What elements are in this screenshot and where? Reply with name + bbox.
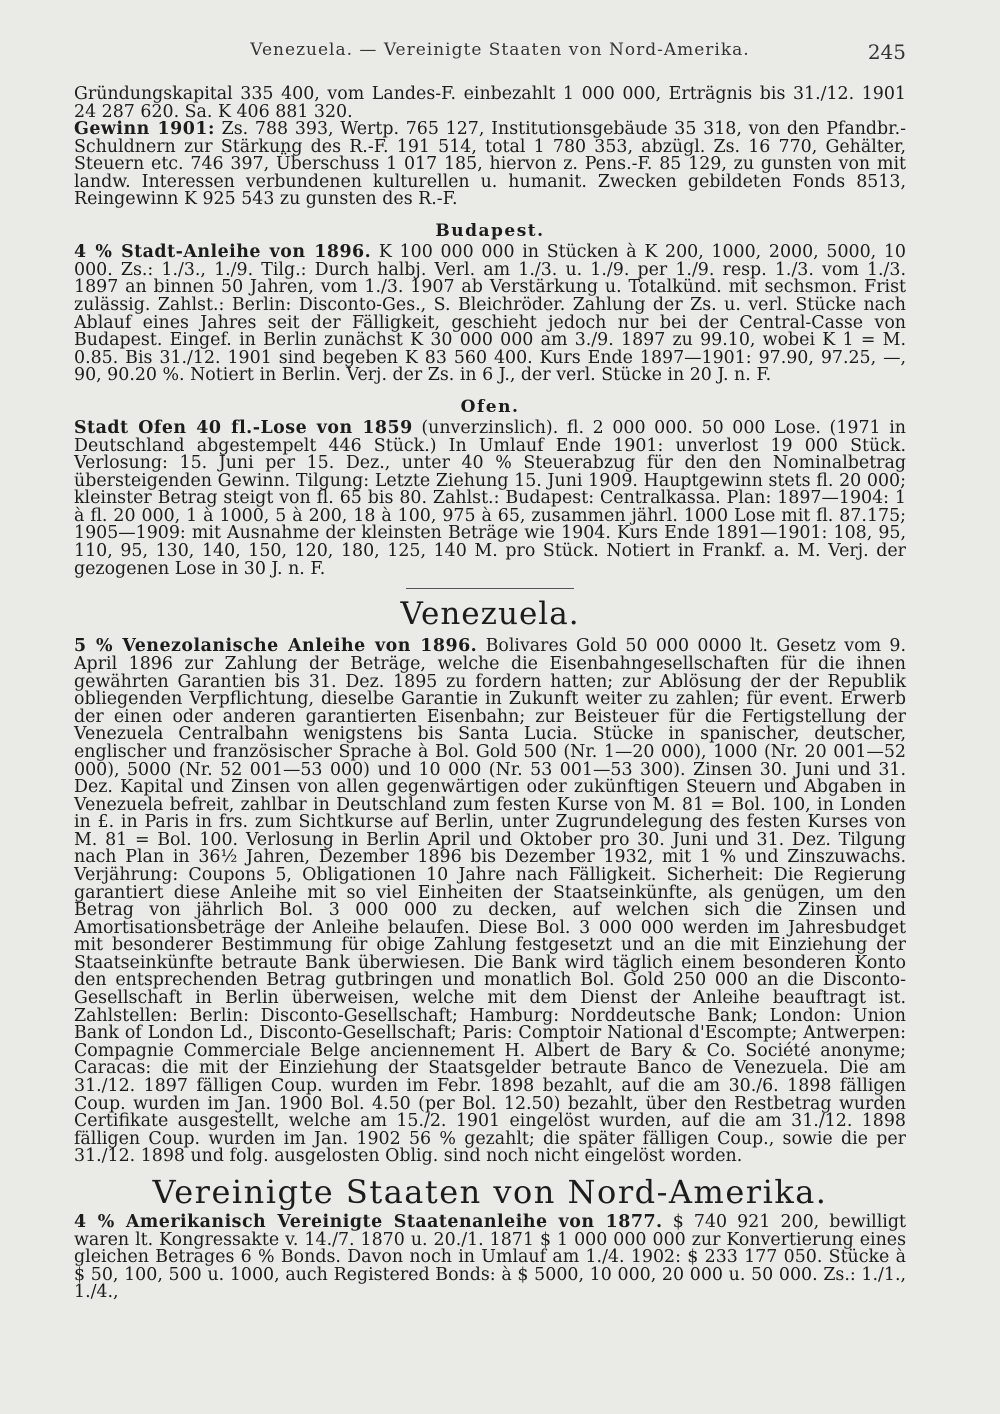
section-heading-budapest: Budapest. (435, 221, 545, 242)
page-header (0, 40, 1000, 70)
budapest-lead: 4 % Stadt-Anleihe von 1896. (74, 242, 372, 263)
venezuela-lead: 5 % Venezolanische Anleihe von 1896. (74, 636, 478, 657)
intro-paragraph-1: Gründungskapital 335 400, vom Landes-F. einbezahlt 1 000 000, Erträgnis bis 31./12. 1901 24 287 620. Sa. K 406 881 320. (74, 84, 906, 122)
usa-lead: 4 % Amerikanisch Vereinigte Staatenanleihe von 1877. (74, 1212, 663, 1233)
running-head: Venezuela. — Vereinigte Staaten von Nord-Amerika. (250, 40, 750, 60)
section-heading-ofen: Ofen. (460, 396, 520, 417)
intro-paragraph-2 (74, 121, 906, 209)
section-divider (406, 588, 574, 589)
usa-paragraph (74, 1214, 906, 1302)
section-heading-venezuela: Venezuela. (400, 596, 580, 633)
ofen-lead: Stadt Ofen 40 fl.-Lose von 1859 (74, 417, 413, 438)
section-heading-usa: Vereinigte Staaten von Nord-Amerika. (152, 1172, 828, 1211)
page-number: 245 (867, 40, 906, 64)
ofen-paragraph (74, 417, 906, 579)
venezuela-body: Bolivares Gold 50 000 0000 lt. Gesetz vom 9. April 1896 zur Zahlung der Beträge, welche die Eisenbahngesellschaften für die ihnen gewährten Garantien bis 31. Dez. 1895 zu fordern hatten; zur Ablösung der der Republik obliegenden Verpflichtung, dieselbe Garantie in Zukunft weiter zu zahlen; für event. Erwerb der einen oder anderen garantierten Eisenbahn; zur Beisteuer für die Fertigstellung der Venezuela Centralbahn wenigstens bis Santa Lucia. Stücke in spanischer, deutscher, englischer und französischer Sprache à Bol. Gold 500 (Nr. 1—20 000), 1000 (Nr. 20 001—52 000), 5000 (Nr. 52 001—53 000) und 10 000 (Nr. 53 001—53 300). Zinsen 30. Juni und 31. Dez. Kapital und Zinsen von allen gegenwärtigen oder zukünftigen Steuern und Abgaben in Venezuela befreit, zahlbar in Deutschland zum festen Kurse von M. 81 = Bol. 100, in Londen in £. in Paris in frs. zum Sichtkurse auf Berlin, unter Zugrundelegung des festen Kurses von M. 81 = Bol. 100. Verlosung in Berlin April und Oktober pro 30. Juni und 31. Dez. Tilgung nach Plan in 36½ Jahren, Dezember 1896 bis Dezember 1932, mit 1 % und Zinszuwachs. Verjährung: Coupons 5, Obligationen 10 Jahre nach Fälligkeit. Sicherheit: Die Regierung garantiert diese Anleihe mit so viel Einheiten der Staatseinkünfte, als genügen, um den Betrag von jährlich Bol. 3 000 000 zu decken, auf welchen sich die Zinsen und Amortisationsbeträge der Anleihe belaufen. Diese Bol. 3 000 000 werden im Jahresbudget mit besonderer Bestimmung für obige Zahlung festgesetzt und an die mit Einziehung der Staatseinkünfte betraute Bank überwiesen. Die Bank wird täglich einem besonderen Konto den entsprechenden Betrag gutbringen und monatlich Bol. Gold 250 000 an die Disconto-Gesellschaft in Berlin überweisen, welche mit dem Dienst der Anleihe beauftragt ist. Zahlstellen: Berlin: Disconto-Gesellschaft; Hamburg: Norddeutsche Bank; London: Union Bank of London Ld., Disconto-Gesellschaft; Paris: Comptoir National d'Escompte; Antwerpen: Compagnie Commerciale Belge anciennement H. Albert de Bary & Co. Société anonyme; Caracas: die mit der Einziehung der Staatsgelder betraute Banco de Venezuela. Die am 31./12. 1897 fälligen Coup. wurden im Febr. 1898 bezahlt, auf die am 30./6. 1898 fälligen Coup. wurden im Jan. 1900 Bol. 4.50 (per Bol. 12.50) bezahlt, über den Restbetrag wurden Certifikate ausgestellt, welche am 15./2. 1901 eingelöst wurden, auf die am 31./12. 1898 fälligen Coup. wurden im Jan. 1902 56 % gezahlt; die später fälligen Coup., sowie die per 31./12. 1898 und folg. ausgelosten Oblig. sind noch nicht eingelöst worden. (74, 636, 906, 1167)
intro-body: Zs. 788 393, Wertp. 765 127, Institutionsgebäude 35 318, von den Pfandbr.-Schuldnern zur Stärkung des R.-F. 191 514, total 1 780 353, abzügl. Zs. 16 770, Gehälter, Steuern etc. 746 397, Überschuss 1 017 185, hiervon z. Pens.-F. 85 129, zu gunsten von mit landw. Interessen verbundenen kulturellen u. humanit. Zwecken gebildeten Fonds 8513, Reingewinn K 925 543 zu gunsten des R.-F. (74, 119, 906, 210)
venezuela-paragraph (74, 638, 906, 1165)
ofen-body: (unverzinslich). fl. 2 000 000. 50 000 Lose. (1971 in Deutschland abgestempelt 446 Stück.) In Umlauf Ende 1901: unverlost 19 000 Stück. Verlosung: 15. Juni per 15. Dez., unter 40 % Steuerabzug für den den Nominalbetrag übersteigenden Gewinn. Tilgung: Letzte Ziehung 15. Juni 1909. Hauptgewinn stets fl. 20 000; kleinster Betrag steigt von fl. 65 bis 80. Zahlst.: Budapest: Centralkassa. Plan: 1897—1904: 1 à fl. 20 000, 1 à 1000, 5 à 200, 18 à 100, 975 à 65, zusammen jährl. 1000 Lose mit fl. 87.175; 1905—1909: mit Ausnahme der kleinsten Beträge wie 1904. Kurs Ende 1891—1901: 108, 95, 110, 95, 130, 140, 150, 120, 180, 125, 140 M. pro Stück. Notiert in Frankf. a. M. Verj. der gezogenen Lose in 30 J. n. F. (74, 417, 906, 579)
budapest-paragraph (74, 244, 906, 385)
page-body (74, 86, 906, 1302)
usa-body: $ 740 921 200, bewilligt waren lt. Kongressakte v. 14./7. 1870 u. 20./1. 1871 $ 1 000 000 000 zur Konvertierung eines gleichen Betrages 6 % Bonds. Davon noch in Umlauf am 1./4. 1902: $ 233 177 050. Stücke à $ 50, 100, 500 u. 1000, auch Registered Bonds: à $ 5000, 10 000, 20 000 u. 50 000. Zs.: 1./1., 1./4., (74, 1212, 906, 1303)
budapest-body: K 100 000 000 in Stücken à K 200, 1000, 2000, 5000, 10 000. Zs.: 1./3., 1./9. Tilg.: Durch halbj. Verl. am 1./3. u. 1./9. per 1./9. resp. 1./3. vom 1./3. 1897 an binnen 50 Jahren, vom 1./3. 1907 ab Verstärkung u. Totalkünd. mit sechsmon. Frist zulässig. Zahlst.: Berlin: Disconto-Ges., S. Bleichröder. Zahlung der Zs. u. verl. Stücke nach Ablauf eines Jahres seit der Fälligkeit, geschieht jedoch nur bei der Central-Casse von Budapest. Eingef. in Berlin zunächst K 30 000 000 am 3./9. 1897 zu 99.10, wobei K 1 = M. 0.85. Bis 31./12. 1901 sind begeben K 83 560 400. Kurs Ende 1897—1901: 97.90, 97.25, —, 90, 90.20 %. Notiert in Berlin. Verj. der Zs. in 6 J., der verl. Stücke in 20 J. n. F. (74, 242, 906, 386)
intro-lead: Gewinn 1901: (74, 119, 215, 140)
